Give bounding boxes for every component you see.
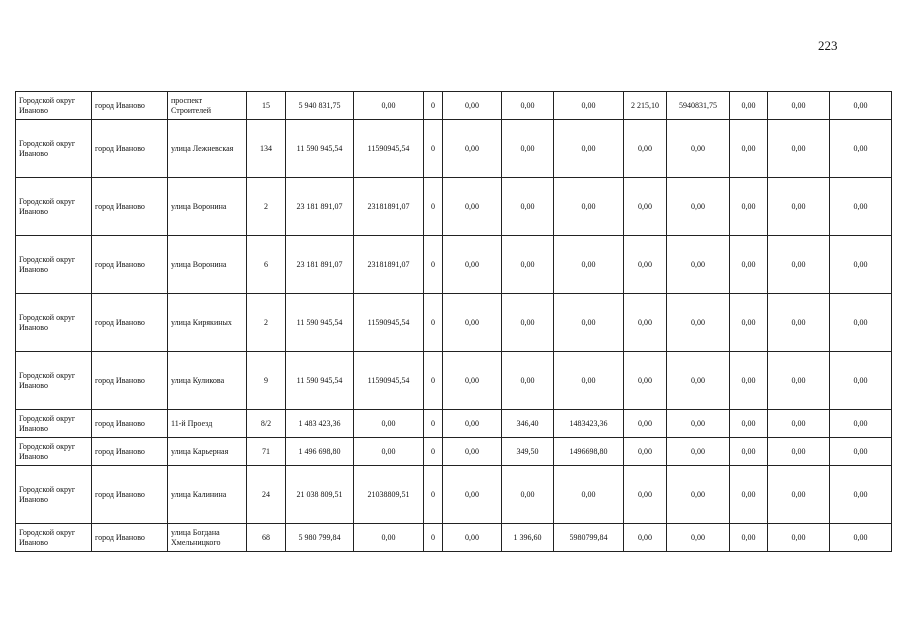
value-cell-5: 0,00 [554, 466, 624, 524]
settlement-cell: город Иваново [92, 92, 168, 120]
value-cell-3: 0,00 [443, 438, 502, 466]
value-cell-5: 0,00 [554, 236, 624, 294]
value-cell-4: 0,00 [502, 178, 554, 236]
house-number-cell: 6 [247, 236, 286, 294]
value-cell-9: 0,00 [768, 92, 830, 120]
street-cell: улица Воронина [168, 236, 247, 294]
value-cell-4: 0,00 [502, 294, 554, 352]
value-cell-4: 0,00 [502, 92, 554, 120]
value-cell-6: 0,00 [624, 466, 667, 524]
value-cell-9: 0,00 [768, 352, 830, 410]
settlement-cell: город Иваново [92, 236, 168, 294]
total-cost-cell: 21 038 809,51 [286, 466, 354, 524]
settlement-cell: город Иваново [92, 352, 168, 410]
value-cell-9: 0,00 [768, 236, 830, 294]
value-cell-9: 0,00 [768, 410, 830, 438]
value-cell-3: 0,00 [443, 294, 502, 352]
table-row [16, 466, 892, 524]
municipality-cell: Городской округ Иваново [16, 410, 92, 438]
value-cell-5: 0,00 [554, 120, 624, 178]
value-cell-3: 0,00 [443, 410, 502, 438]
value-cell-6: 0,00 [624, 438, 667, 466]
value-cell-1: 0,00 [354, 410, 424, 438]
table-row [16, 178, 892, 236]
house-number-cell: 8/2 [247, 410, 286, 438]
value-cell-1: 11590945,54 [354, 120, 424, 178]
house-number-cell: 134 [247, 120, 286, 178]
total-cost-cell: 23 181 891,07 [286, 236, 354, 294]
value-cell-7: 0,00 [667, 438, 730, 466]
value-cell-5: 0,00 [554, 92, 624, 120]
value-cell-8: 0,00 [730, 294, 768, 352]
value-cell-5: 1496698,80 [554, 438, 624, 466]
settlement-cell: город Иваново [92, 120, 168, 178]
value-cell-4: 0,00 [502, 466, 554, 524]
settlement-cell: город Иваново [92, 524, 168, 552]
value-cell-8: 0,00 [730, 438, 768, 466]
value-cell-9: 0,00 [768, 466, 830, 524]
house-number-cell: 2 [247, 178, 286, 236]
table-row [16, 410, 892, 438]
municipality-cell: Городской округ Иваново [16, 178, 92, 236]
settlement-cell: город Иваново [92, 178, 168, 236]
value-cell-10: 0,00 [830, 120, 892, 178]
total-cost-cell: 1 483 423,36 [286, 410, 354, 438]
value-cell-8: 0,00 [730, 410, 768, 438]
value-cell-5: 5980799,84 [554, 524, 624, 552]
value-cell-7: 0,00 [667, 466, 730, 524]
house-number-cell: 71 [247, 438, 286, 466]
total-cost-cell: 11 590 945,54 [286, 120, 354, 178]
value-cell-3: 0,00 [443, 466, 502, 524]
value-cell-3: 0,00 [443, 236, 502, 294]
settlement-cell: город Иваново [92, 466, 168, 524]
total-cost-cell: 1 496 698,80 [286, 438, 354, 466]
table-row [16, 524, 892, 552]
value-cell-7: 0,00 [667, 524, 730, 552]
value-cell-9: 0,00 [768, 120, 830, 178]
total-cost-cell: 5 940 831,75 [286, 92, 354, 120]
value-cell-8: 0,00 [730, 466, 768, 524]
table-row [16, 438, 892, 466]
value-cell-6: 0,00 [624, 236, 667, 294]
value-cell-1: 11590945,54 [354, 294, 424, 352]
value-cell-6: 0,00 [624, 120, 667, 178]
value-cell-4: 0,00 [502, 236, 554, 294]
value-cell-3: 0,00 [443, 178, 502, 236]
total-cost-cell: 11 590 945,54 [286, 352, 354, 410]
settlement-cell: город Иваново [92, 410, 168, 438]
total-cost-cell: 5 980 799,84 [286, 524, 354, 552]
value-cell-8: 0,00 [730, 178, 768, 236]
table-row [16, 294, 892, 352]
house-number-cell: 9 [247, 352, 286, 410]
value-cell-3: 0,00 [443, 352, 502, 410]
municipality-cell: Городской округ Иваново [16, 120, 92, 178]
value-cell-2: 0 [424, 524, 443, 552]
value-cell-10: 0,00 [830, 294, 892, 352]
value-cell-8: 0,00 [730, 236, 768, 294]
value-cell-2: 0 [424, 178, 443, 236]
value-cell-8: 0,00 [730, 352, 768, 410]
value-cell-7: 0,00 [667, 294, 730, 352]
street-cell: улица Куликова [168, 352, 247, 410]
municipality-cell: Городской округ Иваново [16, 92, 92, 120]
page-number: 223 [818, 38, 838, 53]
value-cell-4: 0,00 [502, 352, 554, 410]
value-cell-5: 0,00 [554, 178, 624, 236]
value-cell-6: 0,00 [624, 524, 667, 552]
value-cell-6: 0,00 [624, 352, 667, 410]
street-cell: улица Богдана Хмельницкого [168, 524, 247, 552]
value-cell-6: 0,00 [624, 294, 667, 352]
value-cell-1: 23181891,07 [354, 236, 424, 294]
value-cell-3: 0,00 [443, 92, 502, 120]
settlement-cell: город Иваново [92, 438, 168, 466]
value-cell-4: 0,00 [502, 120, 554, 178]
repair-program-table [15, 91, 892, 552]
value-cell-1: 0,00 [354, 438, 424, 466]
value-cell-5: 0,00 [554, 352, 624, 410]
municipality-cell: Городской округ Иваново [16, 466, 92, 524]
value-cell-10: 0,00 [830, 178, 892, 236]
value-cell-2: 0 [424, 92, 443, 120]
value-cell-3: 0,00 [443, 524, 502, 552]
house-number-cell: 2 [247, 294, 286, 352]
value-cell-7: 0,00 [667, 236, 730, 294]
value-cell-1: 21038809,51 [354, 466, 424, 524]
value-cell-1: 0,00 [354, 524, 424, 552]
value-cell-10: 0,00 [830, 410, 892, 438]
value-cell-1: 11590945,54 [354, 352, 424, 410]
value-cell-10: 0,00 [830, 466, 892, 524]
value-cell-4: 349,50 [502, 438, 554, 466]
value-cell-8: 0,00 [730, 120, 768, 178]
value-cell-9: 0,00 [768, 524, 830, 552]
street-cell: улица Воронина [168, 178, 247, 236]
value-cell-7: 0,00 [667, 410, 730, 438]
value-cell-6: 0,00 [624, 410, 667, 438]
value-cell-10: 0,00 [830, 524, 892, 552]
street-cell: улица Карьерная [168, 438, 247, 466]
value-cell-2: 0 [424, 352, 443, 410]
value-cell-5: 0,00 [554, 294, 624, 352]
house-number-cell: 15 [247, 92, 286, 120]
municipality-cell: Городской округ Иваново [16, 294, 92, 352]
value-cell-9: 0,00 [768, 438, 830, 466]
house-number-cell: 68 [247, 524, 286, 552]
value-cell-10: 0,00 [830, 352, 892, 410]
table-row [16, 236, 892, 294]
value-cell-9: 0,00 [768, 178, 830, 236]
value-cell-7: 5940831,75 [667, 92, 730, 120]
value-cell-2: 0 [424, 294, 443, 352]
value-cell-2: 0 [424, 120, 443, 178]
street-cell: улица Калинина [168, 466, 247, 524]
value-cell-10: 0,00 [830, 438, 892, 466]
value-cell-7: 0,00 [667, 120, 730, 178]
value-cell-8: 0,00 [730, 92, 768, 120]
municipality-cell: Городской округ Иваново [16, 352, 92, 410]
value-cell-10: 0,00 [830, 92, 892, 120]
value-cell-1: 0,00 [354, 92, 424, 120]
table-row [16, 120, 892, 178]
value-cell-2: 0 [424, 466, 443, 524]
total-cost-cell: 11 590 945,54 [286, 294, 354, 352]
value-cell-10: 0,00 [830, 236, 892, 294]
value-cell-7: 0,00 [667, 178, 730, 236]
value-cell-6: 2 215,10 [624, 92, 667, 120]
value-cell-2: 0 [424, 410, 443, 438]
value-cell-2: 0 [424, 438, 443, 466]
value-cell-1: 23181891,07 [354, 178, 424, 236]
house-number-cell: 24 [247, 466, 286, 524]
street-cell: улица Лежневская [168, 120, 247, 178]
total-cost-cell: 23 181 891,07 [286, 178, 354, 236]
table-row [16, 92, 892, 120]
settlement-cell: город Иваново [92, 294, 168, 352]
value-cell-6: 0,00 [624, 178, 667, 236]
value-cell-8: 0,00 [730, 524, 768, 552]
street-cell: проспект Строителей [168, 92, 247, 120]
value-cell-4: 1 396,60 [502, 524, 554, 552]
municipality-cell: Городской округ Иваново [16, 438, 92, 466]
municipality-cell: Городской округ Иваново [16, 524, 92, 552]
municipality-cell: Городской округ Иваново [16, 236, 92, 294]
value-cell-2: 0 [424, 236, 443, 294]
table-row [16, 352, 892, 410]
value-cell-4: 346,40 [502, 410, 554, 438]
value-cell-7: 0,00 [667, 352, 730, 410]
street-cell: 11-й Проезд [168, 410, 247, 438]
value-cell-9: 0,00 [768, 294, 830, 352]
value-cell-3: 0,00 [443, 120, 502, 178]
street-cell: улица Кирякиных [168, 294, 247, 352]
value-cell-5: 1483423,36 [554, 410, 624, 438]
